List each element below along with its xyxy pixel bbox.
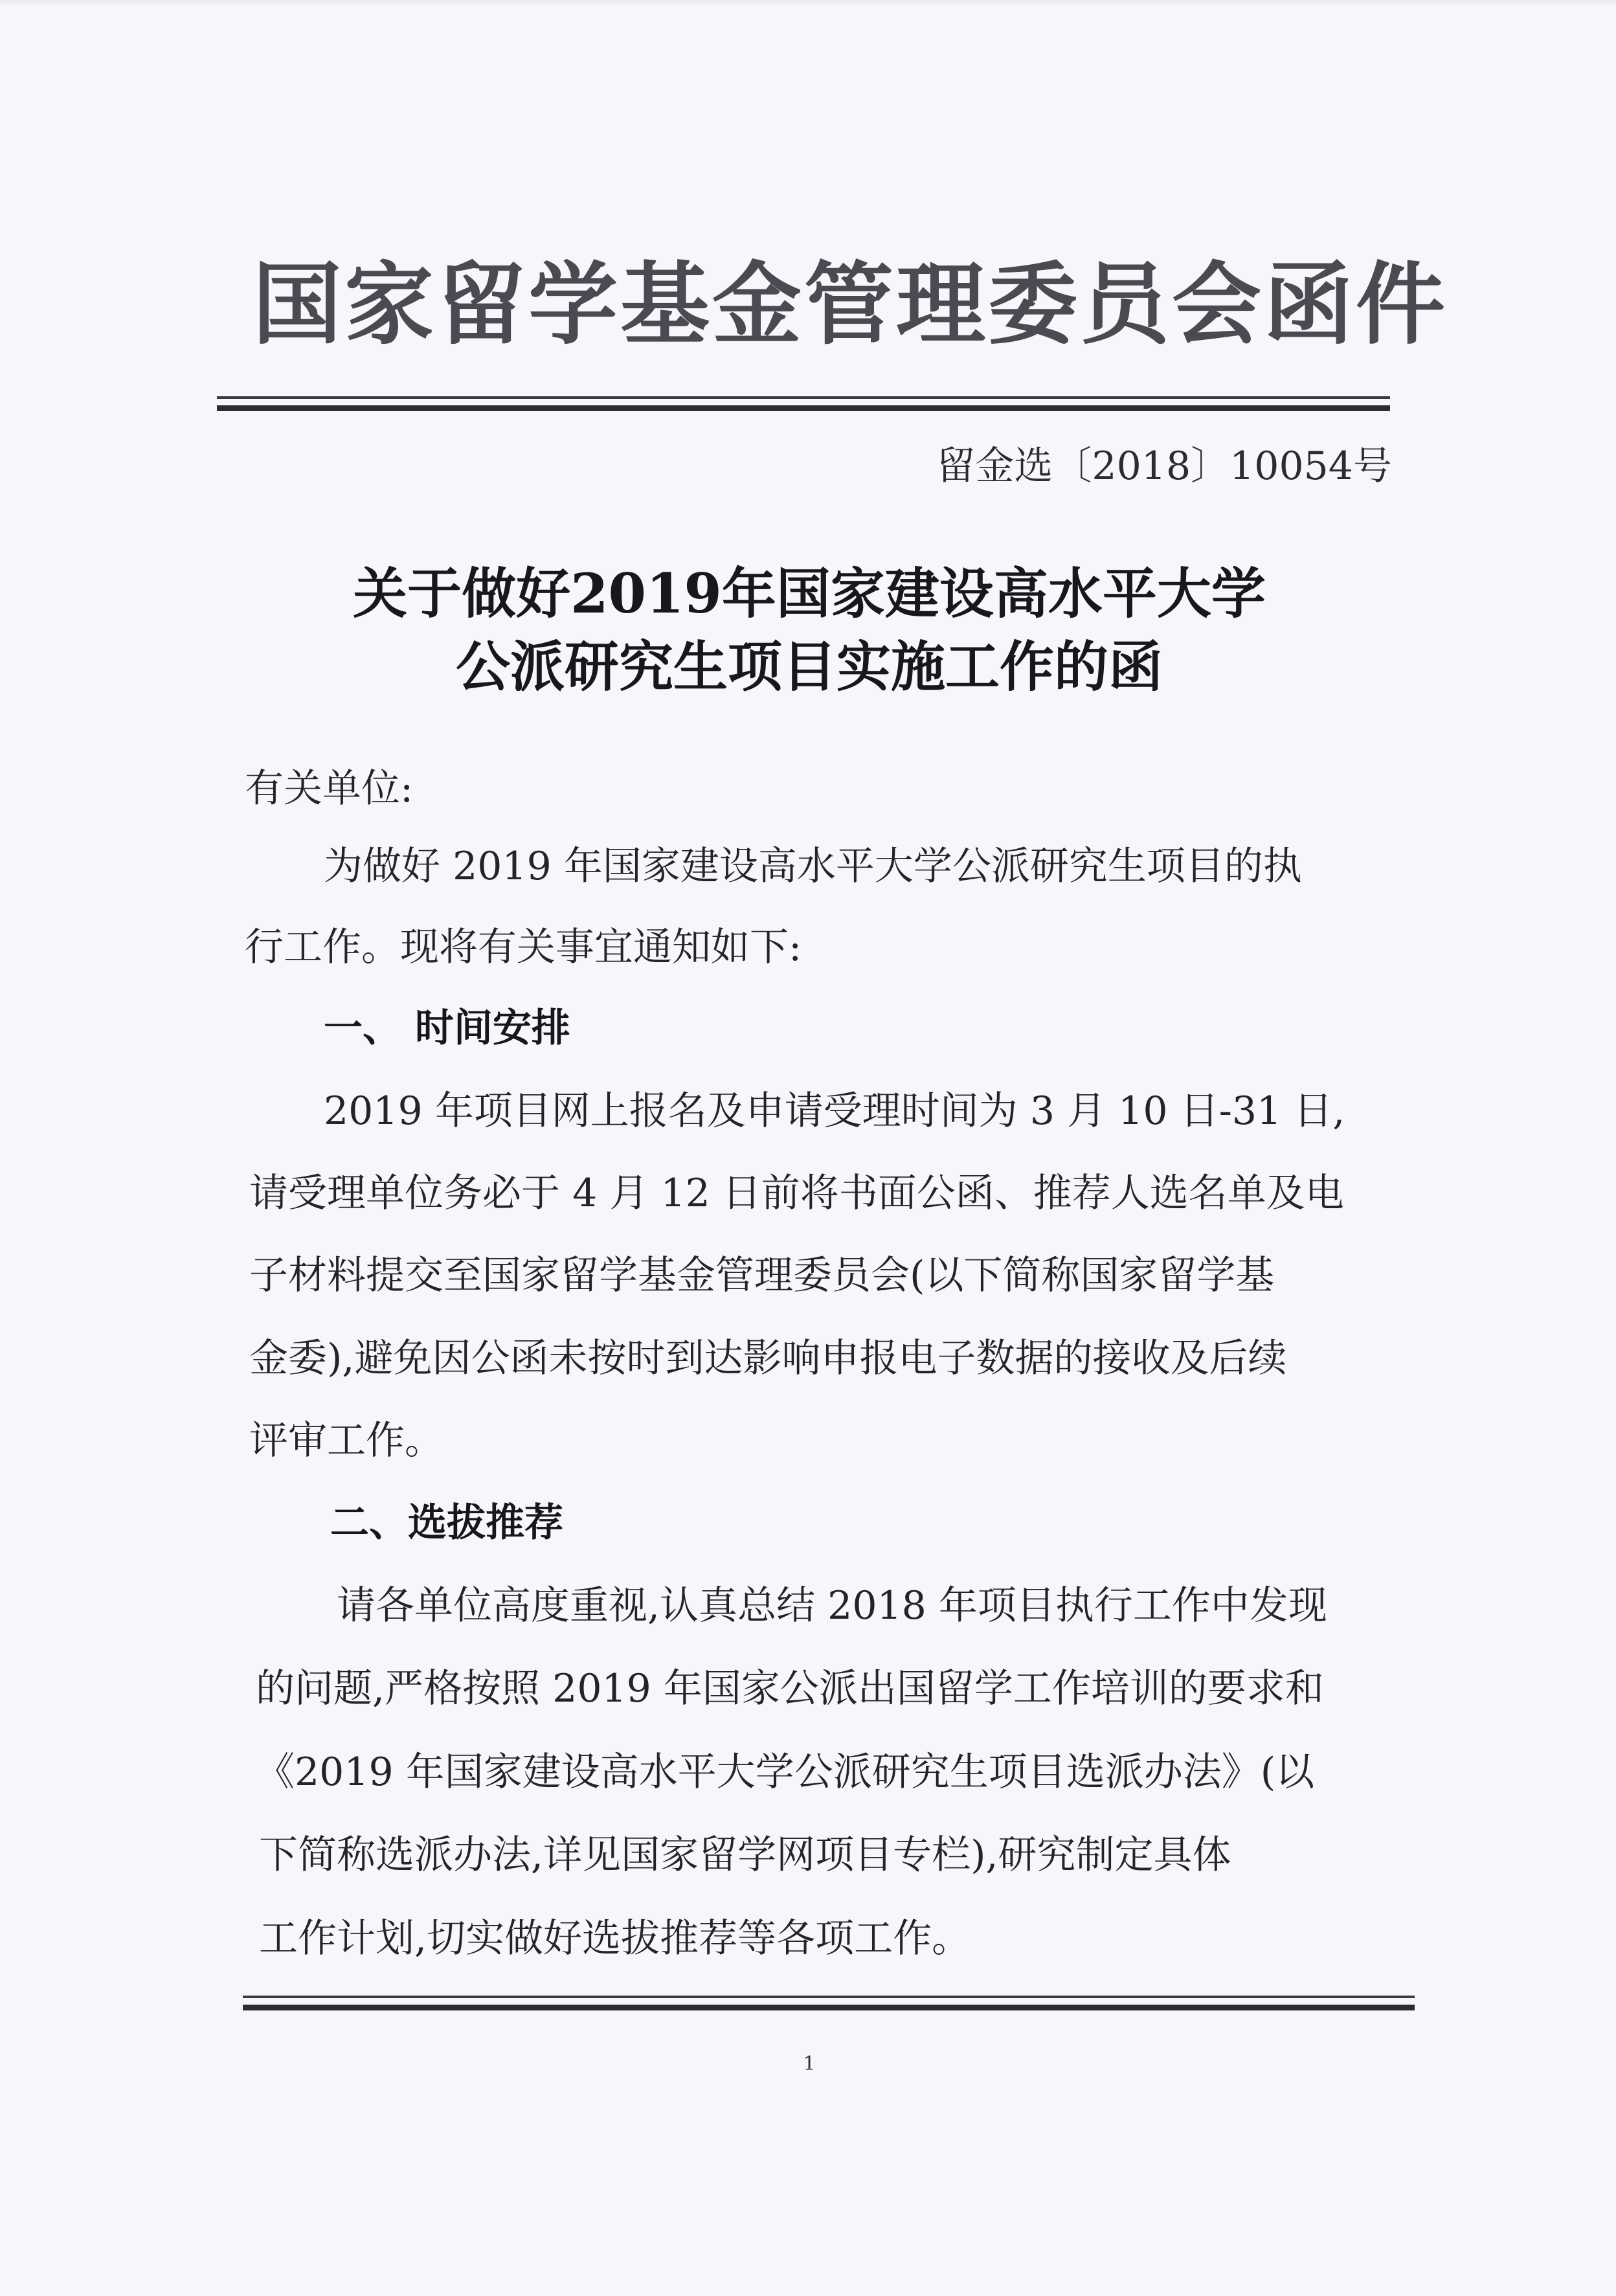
paragraph-line: 《2019 年国家建设高水平大学公派研究生项目选派办法》(以 (256, 1750, 1315, 1795)
paragraph-line: 的问题,严格按照 2019 年国家公派出国留学工作培训的要求和 (256, 1666, 1324, 1711)
paragraph-line: 请受理单位务必于 4 月 12 日前将书面公函、推荐人选名单及电 (249, 1171, 1344, 1216)
paragraph-line: 子材料提交至国家留学基金管理委员会(以下简称国家留学基 (249, 1253, 1275, 1298)
letterhead-rule-upper (217, 396, 1390, 399)
paragraph-line: 金委),避免因公函未按时到达影响申报电子数据的接收及后续 (249, 1336, 1287, 1381)
paragraph-line: 请各单位高度重视,认真总结 2018 年项目执行工作中发现 (337, 1583, 1327, 1628)
page-number: 1 (803, 2053, 816, 2075)
section-heading-schedule: 一、 时间安排 (324, 1006, 570, 1051)
document-number: 留金选〔2018〕10054号 (936, 444, 1392, 489)
scan-edge (0, 0, 1616, 6)
document-title-line-1: 关于做好2019年国家建设高水平大学 (353, 561, 1266, 625)
intro-line: 行工作。现将有关事宜通知如下: (245, 925, 802, 970)
paragraph-line: 2019 年项目网上报名及申请受理时间为 3 月 10 日-31 日, (324, 1088, 1345, 1134)
intro-line: 为做好 2019 年国家建设高水平大学公派研究生项目的执 (324, 844, 1302, 889)
document-title-line-2: 公派研究生项目实施工作的函 (455, 635, 1163, 699)
footer-rule-lower (243, 2005, 1415, 2010)
paragraph-line: 评审工作。 (249, 1418, 443, 1463)
footer-rule-upper (243, 1996, 1415, 1998)
letterhead-rule-lower (217, 405, 1390, 411)
section-heading-selection: 二、选拔推荐 (330, 1500, 563, 1546)
letterhead-title: 国家留学基金管理委员会函件 (252, 251, 1448, 357)
paragraph-line: 工作计划,切实做好选拔推荐等各项工作。 (259, 1916, 971, 1961)
salutation: 有关单位: (245, 766, 414, 811)
paragraph-line: 下简称选派办法,详见国家留学网项目专栏),研究制定具体 (259, 1832, 1231, 1878)
